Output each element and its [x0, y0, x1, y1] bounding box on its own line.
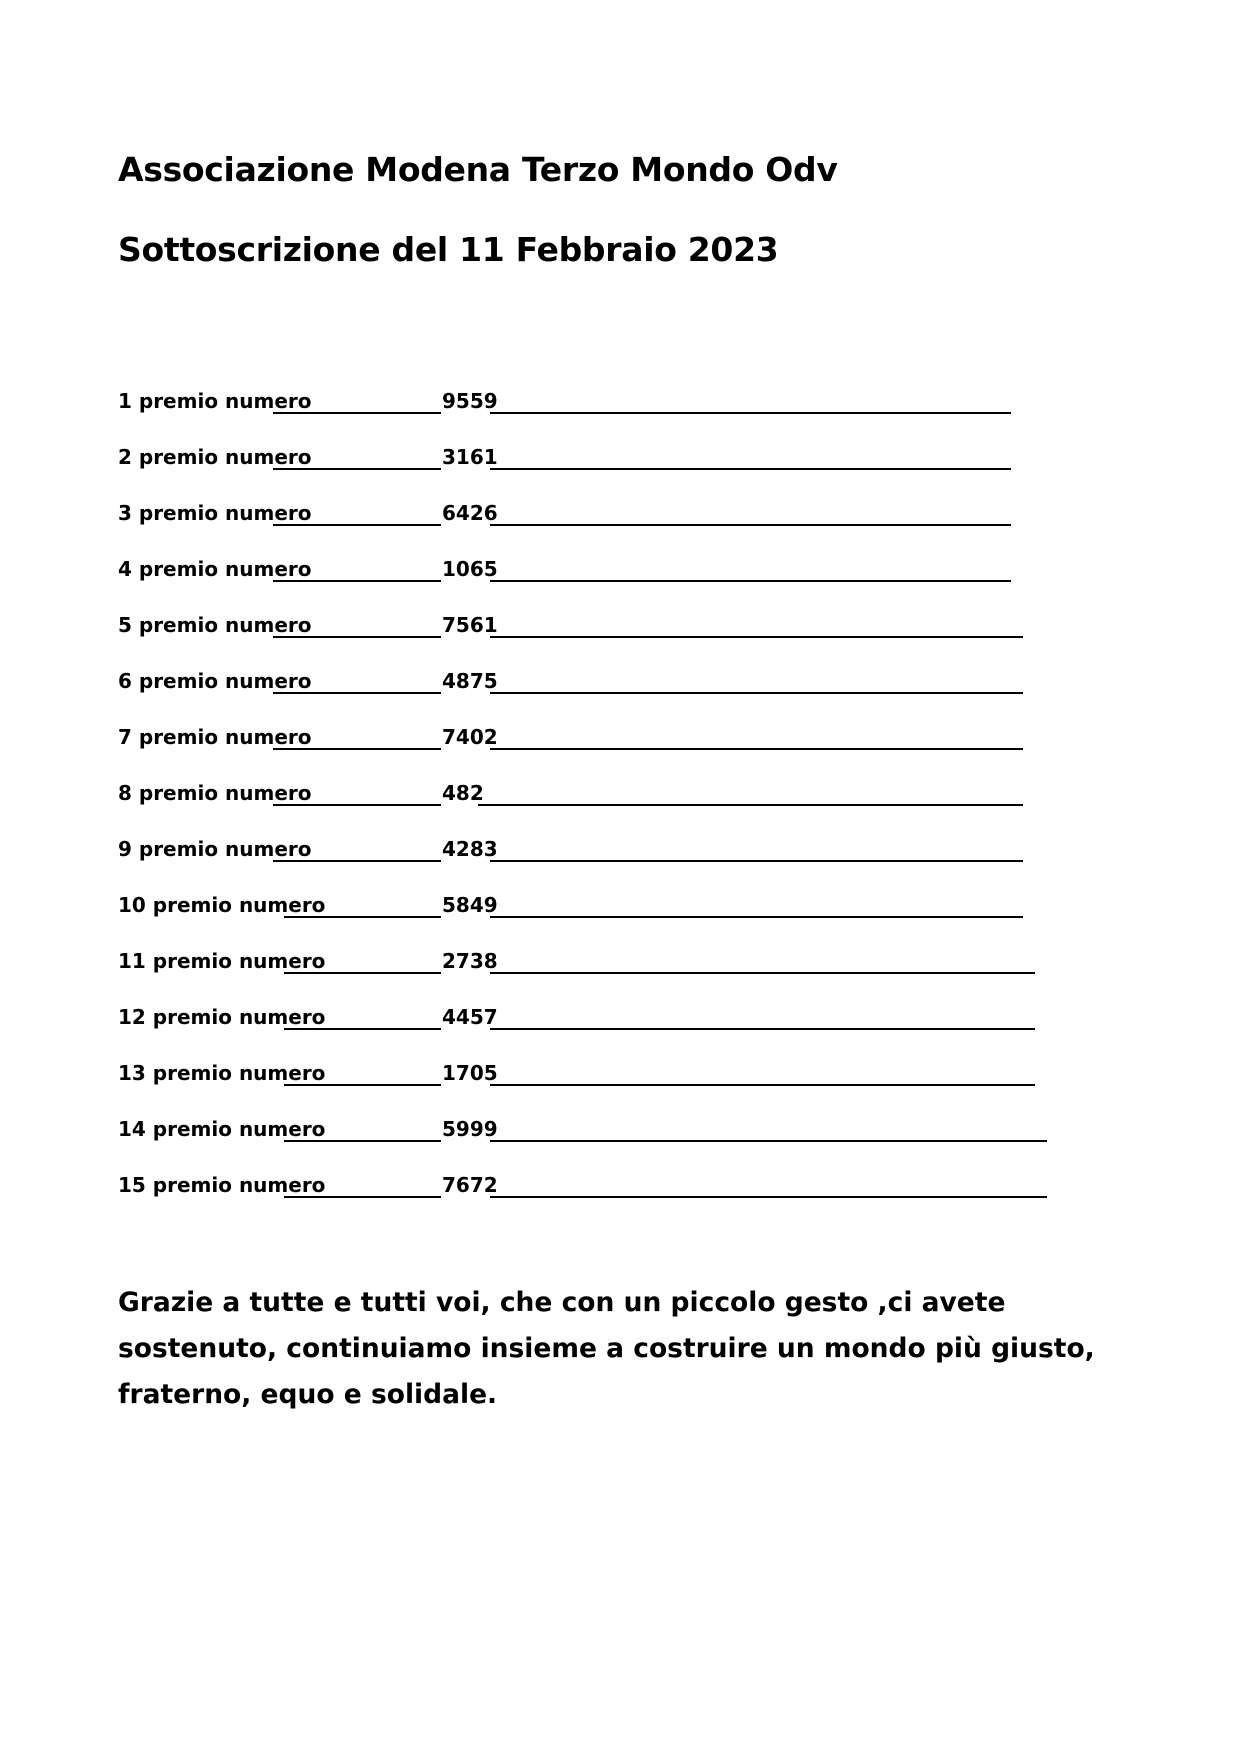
- prize-trailing-line: [490, 1028, 1035, 1030]
- prize-label: 8 premio numero: [118, 781, 312, 805]
- organization-title: Associazione Modena Terzo Mondo Odv: [118, 150, 838, 189]
- prize-number: 3161: [442, 445, 498, 469]
- prize-leading-line: [284, 1196, 441, 1198]
- prize-number: 2738: [442, 949, 498, 973]
- prize-row: [118, 612, 1098, 668]
- prize-number: 7672: [442, 1173, 498, 1197]
- prize-trailing-line: [490, 468, 1011, 470]
- prize-number: 4875: [442, 669, 498, 693]
- prize-row: [118, 836, 1098, 892]
- prize-number: 5849: [442, 893, 498, 917]
- prize-label: 2 premio numero: [118, 445, 312, 469]
- prize-trailing-line: [490, 636, 1023, 638]
- prize-label: 9 premio numero: [118, 837, 312, 861]
- prize-label: 11 premio numero: [118, 949, 326, 973]
- prize-number: 4283: [442, 837, 498, 861]
- prize-row: [118, 1060, 1098, 1116]
- prize-label: 6 premio numero: [118, 669, 312, 693]
- prize-row: [118, 668, 1098, 724]
- prize-trailing-line: [490, 524, 1011, 526]
- prize-label: 5 premio numero: [118, 613, 312, 637]
- prize-number: 482: [442, 781, 484, 805]
- prize-leading-line: [284, 1028, 441, 1030]
- prize-leading-line: [284, 916, 441, 918]
- prize-trailing-line: [490, 748, 1023, 750]
- prize-row: [118, 724, 1098, 780]
- prize-number: 1705: [442, 1061, 498, 1085]
- prize-leading-line: [273, 468, 441, 470]
- prize-trailing-line: [490, 580, 1011, 582]
- prize-row: [118, 444, 1098, 500]
- prize-leading-line: [284, 1140, 441, 1142]
- prize-row: [118, 1116, 1098, 1172]
- prize-leading-line: [273, 636, 441, 638]
- prize-trailing-line: [490, 692, 1023, 694]
- prize-row: [118, 388, 1098, 444]
- prize-number: 6426: [442, 501, 498, 525]
- prize-number: 7402: [442, 725, 498, 749]
- prize-trailing-line: [490, 916, 1023, 918]
- prize-trailing-line: [490, 412, 1011, 414]
- prize-leading-line: [273, 580, 441, 582]
- prize-label: 13 premio numero: [118, 1061, 326, 1085]
- prize-trailing-line: [490, 1084, 1035, 1086]
- prize-row: [118, 500, 1098, 556]
- prize-row: [118, 1172, 1098, 1228]
- prize-leading-line: [284, 972, 441, 974]
- prize-list: [118, 388, 1098, 1228]
- prize-label: 4 premio numero: [118, 557, 312, 581]
- prize-leading-line: [273, 748, 441, 750]
- prize-number: 4457: [442, 1005, 498, 1029]
- prize-leading-line: [273, 804, 441, 806]
- thank-you-message: Grazie a tutte e tutti voi, che con un piccolo gesto ,ci avete sostenuto, continuiamo insieme a costruire un mondo più giusto, fraterno, equo e solidale.: [118, 1287, 1095, 1410]
- prize-number: 5999: [442, 1117, 498, 1141]
- prize-trailing-line: [490, 1196, 1047, 1198]
- prize-label: 3 premio numero: [118, 501, 312, 525]
- prize-trailing-line: [478, 804, 1023, 806]
- prize-leading-line: [273, 860, 441, 862]
- prize-label: 15 premio numero: [118, 1173, 326, 1197]
- prize-row: [118, 892, 1098, 948]
- prize-leading-line: [273, 412, 441, 414]
- prize-number: 1065: [442, 557, 498, 581]
- prize-leading-line: [273, 524, 441, 526]
- prize-label: 1 premio numero: [118, 389, 312, 413]
- prize-label: 7 premio numero: [118, 725, 312, 749]
- prize-number: 7561: [442, 613, 498, 637]
- prize-row: [118, 948, 1098, 1004]
- prize-number: 9559: [442, 389, 498, 413]
- prize-label: 10 premio numero: [118, 893, 326, 917]
- page-subtitle: Sottoscrizione del 11 Febbraio 2023: [118, 230, 779, 269]
- prize-trailing-line: [490, 972, 1035, 974]
- prize-label: 14 premio numero: [118, 1117, 326, 1141]
- prize-trailing-line: [490, 860, 1023, 862]
- prize-label: 12 premio numero: [118, 1005, 326, 1029]
- prize-row: [118, 1004, 1098, 1060]
- prize-leading-line: [273, 692, 441, 694]
- prize-row: [118, 556, 1098, 612]
- prize-leading-line: [284, 1084, 441, 1086]
- prize-row: [118, 780, 1098, 836]
- prize-trailing-line: [490, 1140, 1047, 1142]
